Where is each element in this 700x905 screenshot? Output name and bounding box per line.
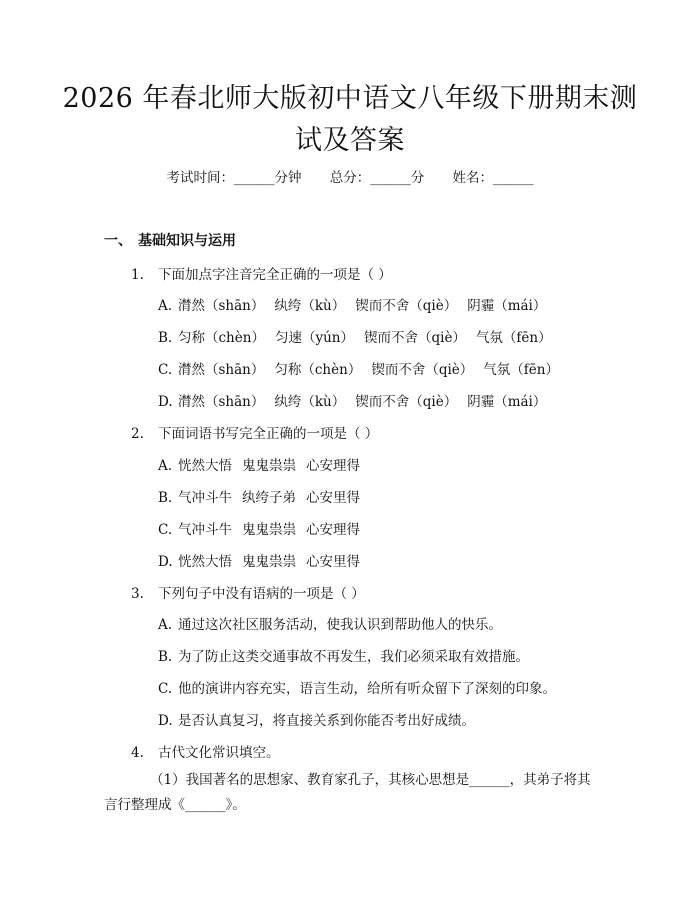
option-word: 心安理得 [306,458,360,474]
question-4 [131,741,280,761]
question-2-option-c [158,518,370,538]
question-1-option-d [158,390,556,410]
question-1-option-b [158,326,562,346]
option-word: 心安里得 [306,490,360,506]
option-word: 心安里得 [306,554,360,570]
option-word: 阴霾（mái） [467,394,547,410]
option-word: 锲而不舍（qiè） [355,394,458,410]
question-3-option-b [158,645,529,665]
page-title: 2026 年春北师大版初中语文八年级下册期末测试及答案 [62,83,638,156]
section-heading [104,230,236,250]
option-text: 是否认真复习，将直接关系到你能否考出好成绩。 [178,713,475,729]
option-word: 气冲斗牛 [178,522,232,538]
option-word: 鬼鬼祟祟 [242,522,296,538]
exam-name: 姓名：______ [452,170,534,186]
option-word: 匀称（chèn） [178,330,265,346]
question-2 [131,422,378,442]
option-word: 恍然大悟 [178,554,232,570]
question-1 [131,263,392,283]
option-word: 潸然（shān） [178,394,265,410]
exam-meta [0,166,700,186]
option-word: 恍然大悟 [178,458,232,474]
option-letter: B. [158,330,173,346]
question-3-option-d [158,709,475,729]
option-word: 潸然（shān） [178,362,265,378]
option-word: 鬼鬼祟祟 [242,458,296,474]
option-letter: D. [158,394,173,410]
option-letter: A. [158,617,173,633]
option-letter: C. [158,362,173,378]
option-word: 纨绔（kù） [274,298,346,314]
question-number: 3. [131,586,144,602]
option-letter: C. [158,522,173,538]
option-word: 匀称（chèn） [274,362,362,378]
option-letter: D. [158,554,173,570]
exam-time: 考试时间：______分钟 [166,170,302,186]
option-word: 气冲斗牛 [178,490,232,506]
question-text: 下面加点字注音完全正确的一项是（ ） [158,267,392,283]
option-word: 匀速（yún） [274,330,354,346]
option-word: 锲而不舍（qiè） [355,298,458,314]
question-text: 下列句子中没有语病的一项是（ ） [158,586,365,602]
option-word: 阴霾（mái） [467,298,547,314]
question-text: 古代文化常识填空。 [158,745,280,761]
question-2-option-d [158,550,370,570]
option-letter: A. [158,458,173,474]
option-word: 气氛（fēn） [483,362,559,378]
option-letter: B. [158,649,173,665]
question-2-option-a [158,454,370,474]
option-word: 锲而不舍（qiè） [363,330,466,346]
option-word: 潸然（shān） [178,298,265,314]
option-word: 纨绔（kù） [274,394,346,410]
option-letter: D. [158,713,173,729]
question-text: 下面词语书写完全正确的一项是（ ） [158,426,379,442]
option-letter: B. [158,490,173,506]
question-1-option-a [158,294,556,314]
question-3 [131,582,365,602]
section-number: 一、 [104,233,132,249]
option-word: 心安理得 [306,522,360,538]
option-word: 纨绔子弟 [242,490,296,506]
option-text: 他的演讲内容充实，语言生动，给所有听众留下了深刻的印象。 [178,681,556,697]
option-word: 鬼鬼祟祟 [242,554,296,570]
option-text: 为了防止这类交通事故不再发生，我们必须采取有效措施。 [178,649,529,665]
option-text: 通过这次社区服务活动，使我认识到帮助他人的快乐。 [178,617,502,633]
option-word: 锲而不舍（qiè） [371,362,474,378]
option-letter: A. [158,298,173,314]
question-number: 1. [131,267,144,283]
option-word: 气氛（fēn） [475,330,552,346]
question-number: 4. [131,745,144,761]
question-number: 2. [131,426,144,442]
question-1-option-c [158,358,569,378]
fill-blank-paragraph: （1）我国著名的思想家、教育家孔子，其核心思想是______，其弟子将其言行整理成《______》。 [104,772,591,813]
question-3-option-c [158,677,556,697]
exam-score: 总分：______分 [329,170,425,186]
section-title: 基础知识与运用 [138,233,236,249]
question-2-option-b [158,486,370,506]
option-letter: C. [158,681,173,697]
question-3-option-a [158,613,502,633]
